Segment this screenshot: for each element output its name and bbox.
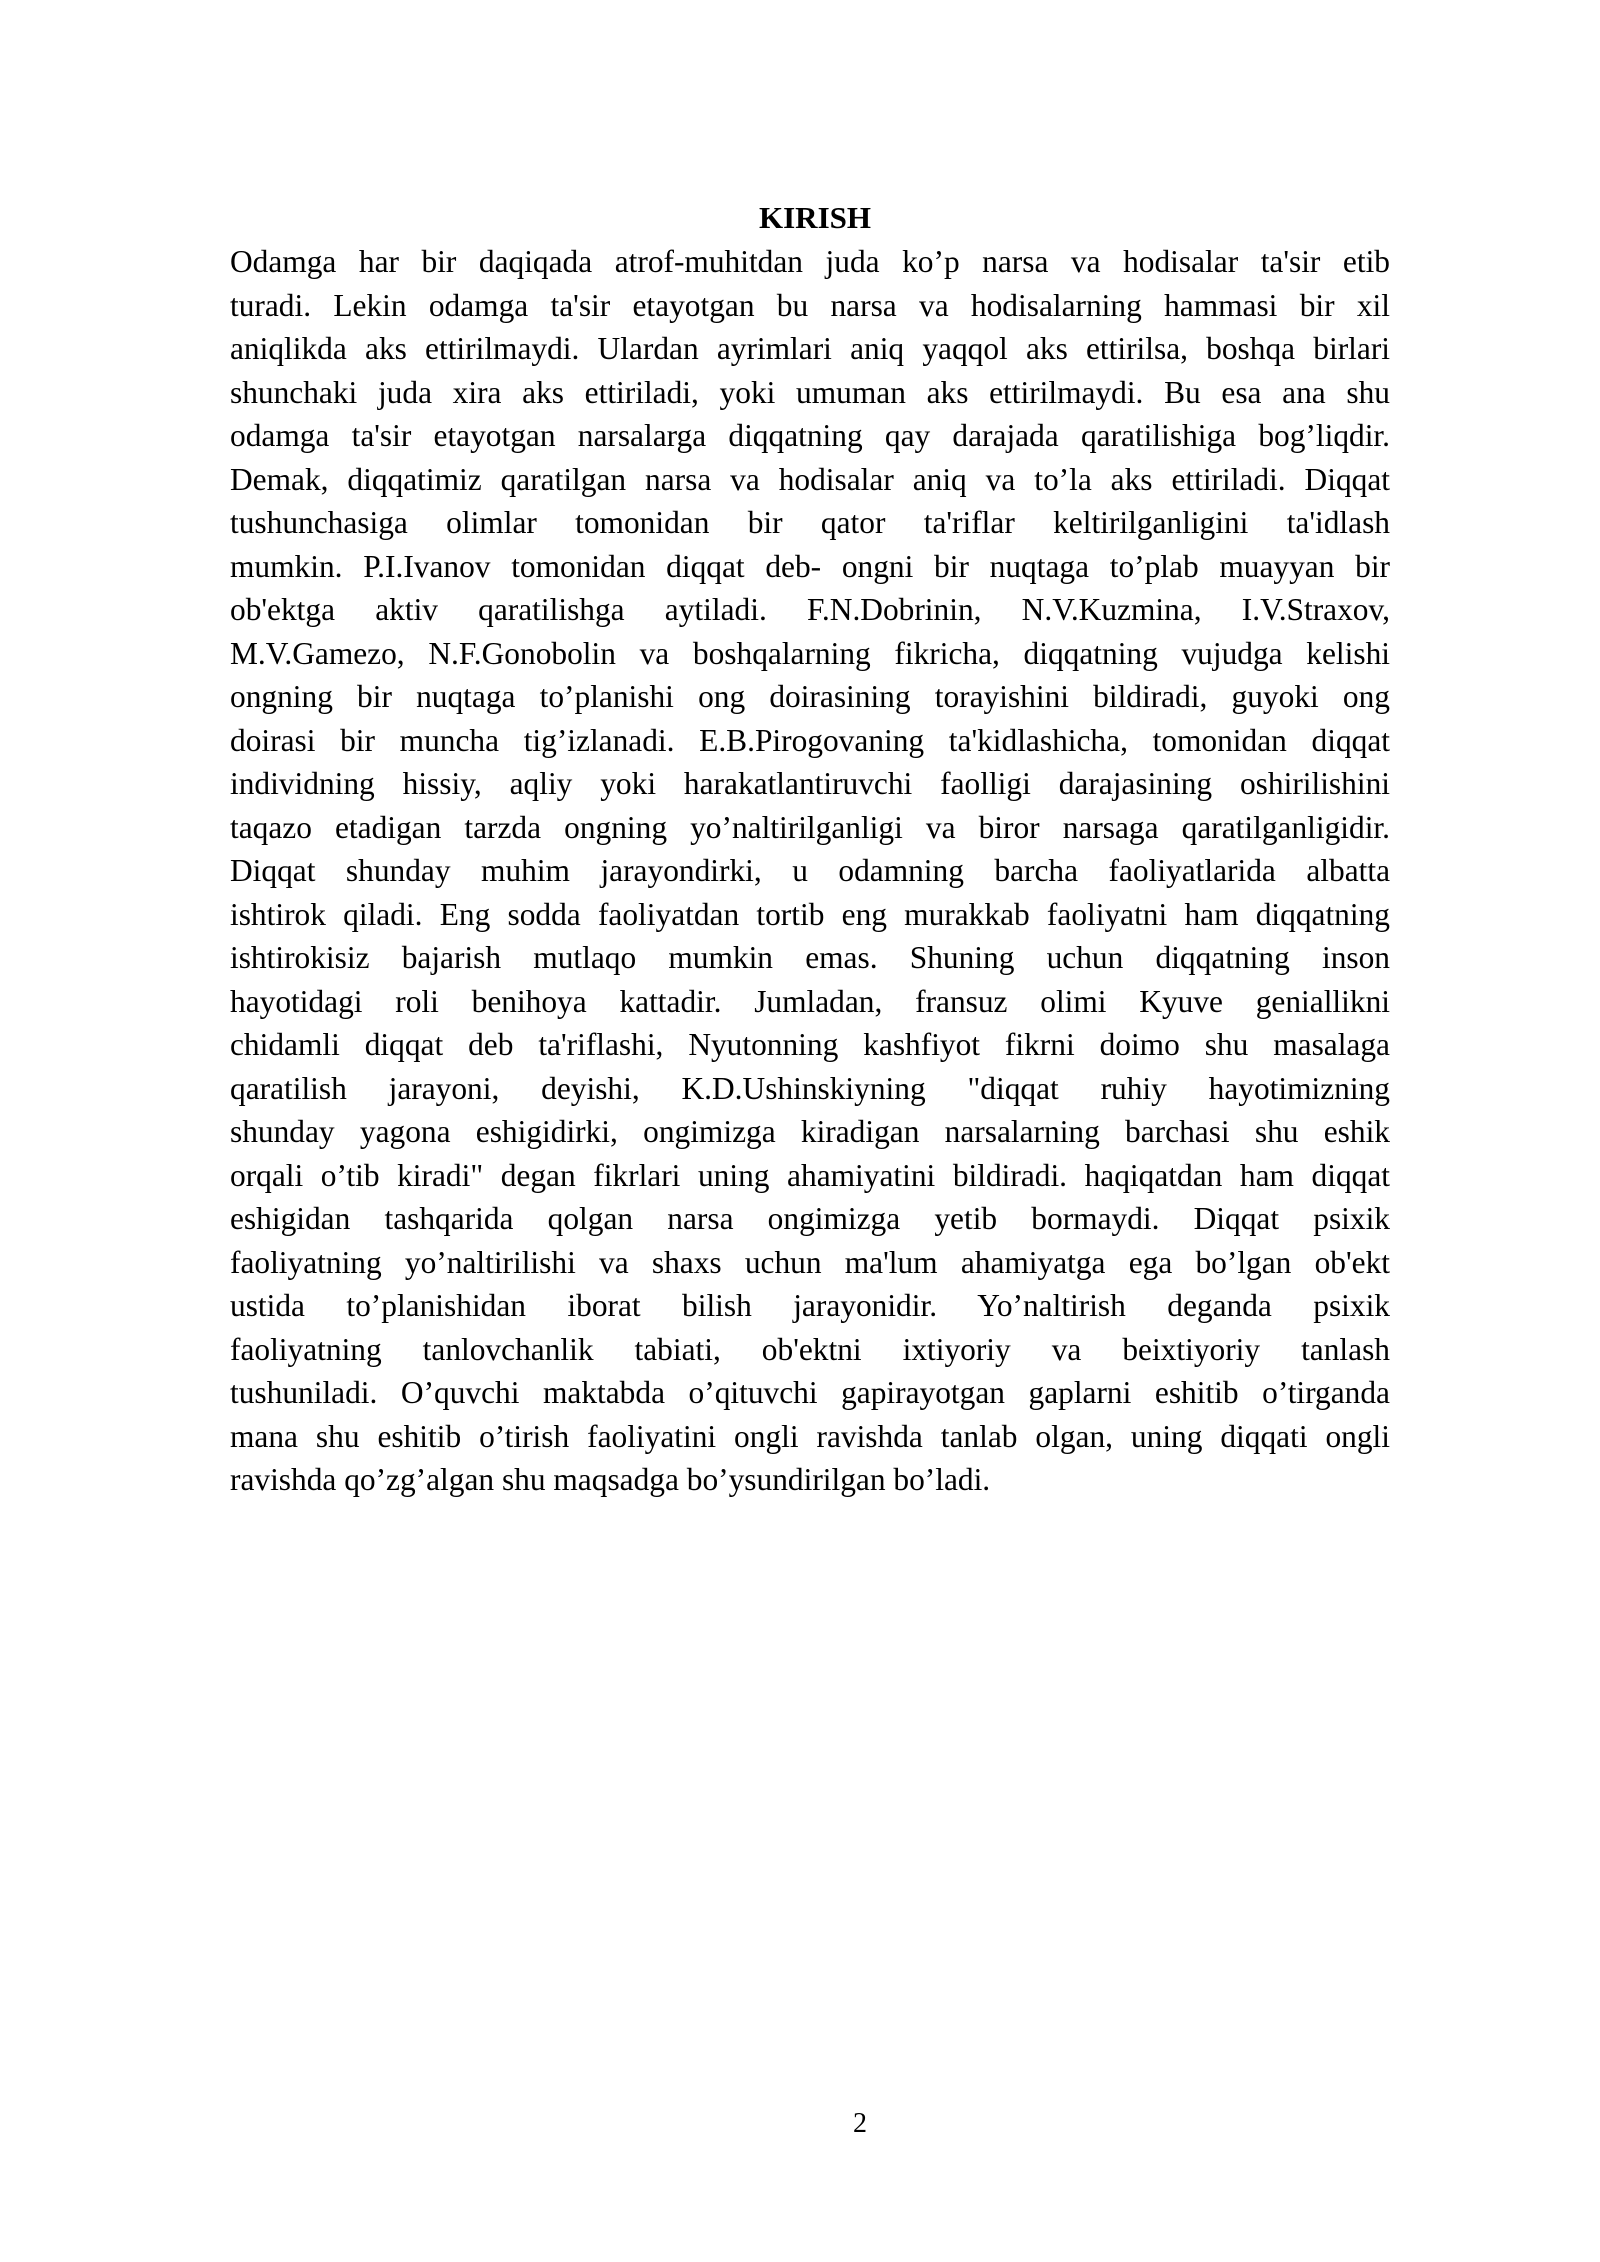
text-line: ob'ektga aktiv qaratilishga aytiladi. F.N.Dobrinin, N.V.Kuzmina, I.V.Straxov, xyxy=(230,592,1390,627)
text-line: faoliyatning tanlovchanlik tabiati, ob'ektni ixtiyoriy va beixtiyoriy tanlash xyxy=(230,1331,1390,1367)
text-line: ustida to’planishidan iborat bilish jarayonidir. Yo’naltirish deganda psixik xyxy=(230,1288,1390,1323)
text-line: ishtirok qiladi. Eng sodda faoliyatdan tortib eng murakkab faoliyatni ham diqqatning xyxy=(230,896,1390,932)
page-number: 2 xyxy=(853,2108,867,2139)
text-line: tushunchasiga olimlar tomonidan bir qator ta'riflar keltirilganligini ta'idlash xyxy=(230,505,1390,540)
text-line: Demak, diqqatimiz qaratilgan narsa va hodisalar aniq va to’la aks ettiriladi. Diqqat xyxy=(230,461,1390,497)
text-line: orqali o’tib kiradi" degan fikrlari uning ahamiyatini bildiradi. haqiqatdan ham diqqat xyxy=(230,1157,1390,1193)
text-line: aniqlikda aks ettirilmaydi. Ulardan ayrimlari aniq yaqqol aks ettirilsa, boshqa birlari xyxy=(230,331,1390,366)
text-line: M.V.Gamezo, N.F.Gonobolin va boshqalarning fikricha, diqqatning vujudga kelishi xyxy=(230,635,1390,671)
text-line: mumkin. P.I.Ivanov tomonidan diqqat deb- ongni bir nuqtaga to’plab muayyan bir xyxy=(230,548,1390,584)
text-line: hayotidagi roli benihoya kattadir. Jumladan, fransuz olimi Kyuve geniallikni xyxy=(230,983,1390,1019)
text-line: Diqqat shunday muhim jarayondirki, u odamning barcha faoliyatlarida albatta xyxy=(230,853,1390,888)
text-line: turadi. Lekin odamga ta'sir etayotgan bu narsa va hodisalarning hammasi bir xil xyxy=(230,287,1390,323)
text-line: individning hissiy, aqliy yoki harakatlantiruvchi faolligi darajasining oshirilishini xyxy=(230,766,1390,801)
text-line: faoliyatning yo’naltirilishi va shaxs uchun ma'lum ahamiyatga ega bo’lgan ob'ekt xyxy=(230,1244,1390,1280)
text-line: mana shu eshitib o’tirish faoliyatini ongli ravishda tanlab olgan, uning diqqati ongli xyxy=(230,1418,1390,1454)
text-line: odamga ta'sir etayotgan narsalarga diqqatning qay darajada qaratilishiga bog’liqdir. xyxy=(230,418,1390,453)
body-paragraph xyxy=(230,240,1390,1502)
text-line: shunday yagona eshigidirki, ongimizga kiradigan narsalarning barchasi shu eshik xyxy=(230,1114,1390,1149)
page-heading: KIRISH xyxy=(759,200,871,235)
text-line: taqazo etadigan tarzda ongning yo’naltirilganligi va biror narsaga qaratilganligidir. xyxy=(230,809,1390,845)
text-line: eshigidan tashqarida qolgan narsa ongimizga yetib bormaydi. Diqqat psixik xyxy=(230,1201,1390,1236)
text-line: doirasi bir muncha tig’izlanadi. E.B.Pirogovaning ta'kidlashicha, tomonidan diqqat xyxy=(230,722,1390,758)
text-line: ravishda qo’zg’algan shu maqsadga bo’ysundirilgan bo’ladi. xyxy=(230,1462,991,1497)
text-line: tushuniladi. O’quvchi maktabda o’qituvchi gapirayotgan gaplarni eshitib o’tirganda xyxy=(230,1375,1390,1410)
text-line: ongning bir nuqtaga to’planishi ong doirasining torayishini bildiradi, guyoki ong xyxy=(230,679,1390,714)
text-line: qaratilish jarayoni, deyishi, K.D.Ushinskiyning "diqqat ruhiy hayotimizning xyxy=(230,1070,1390,1106)
text-line: chidamli diqqat deb ta'riflashi, Nyutonning kashfiyot fikrni doimo shu masalaga xyxy=(230,1027,1390,1062)
text-line: ishtirokisiz bajarish mutlaqo mumkin emas. Shuning uchun diqqatning inson xyxy=(230,940,1390,975)
text-line: Odamga har bir daqiqada atrof-muhitdan juda ko’p narsa va hodisalar ta'sir etib xyxy=(230,244,1390,279)
text-line: shunchaki juda xira aks ettiriladi, yoki umuman aks ettirilmaydi. Bu esa ana shu xyxy=(230,374,1390,410)
